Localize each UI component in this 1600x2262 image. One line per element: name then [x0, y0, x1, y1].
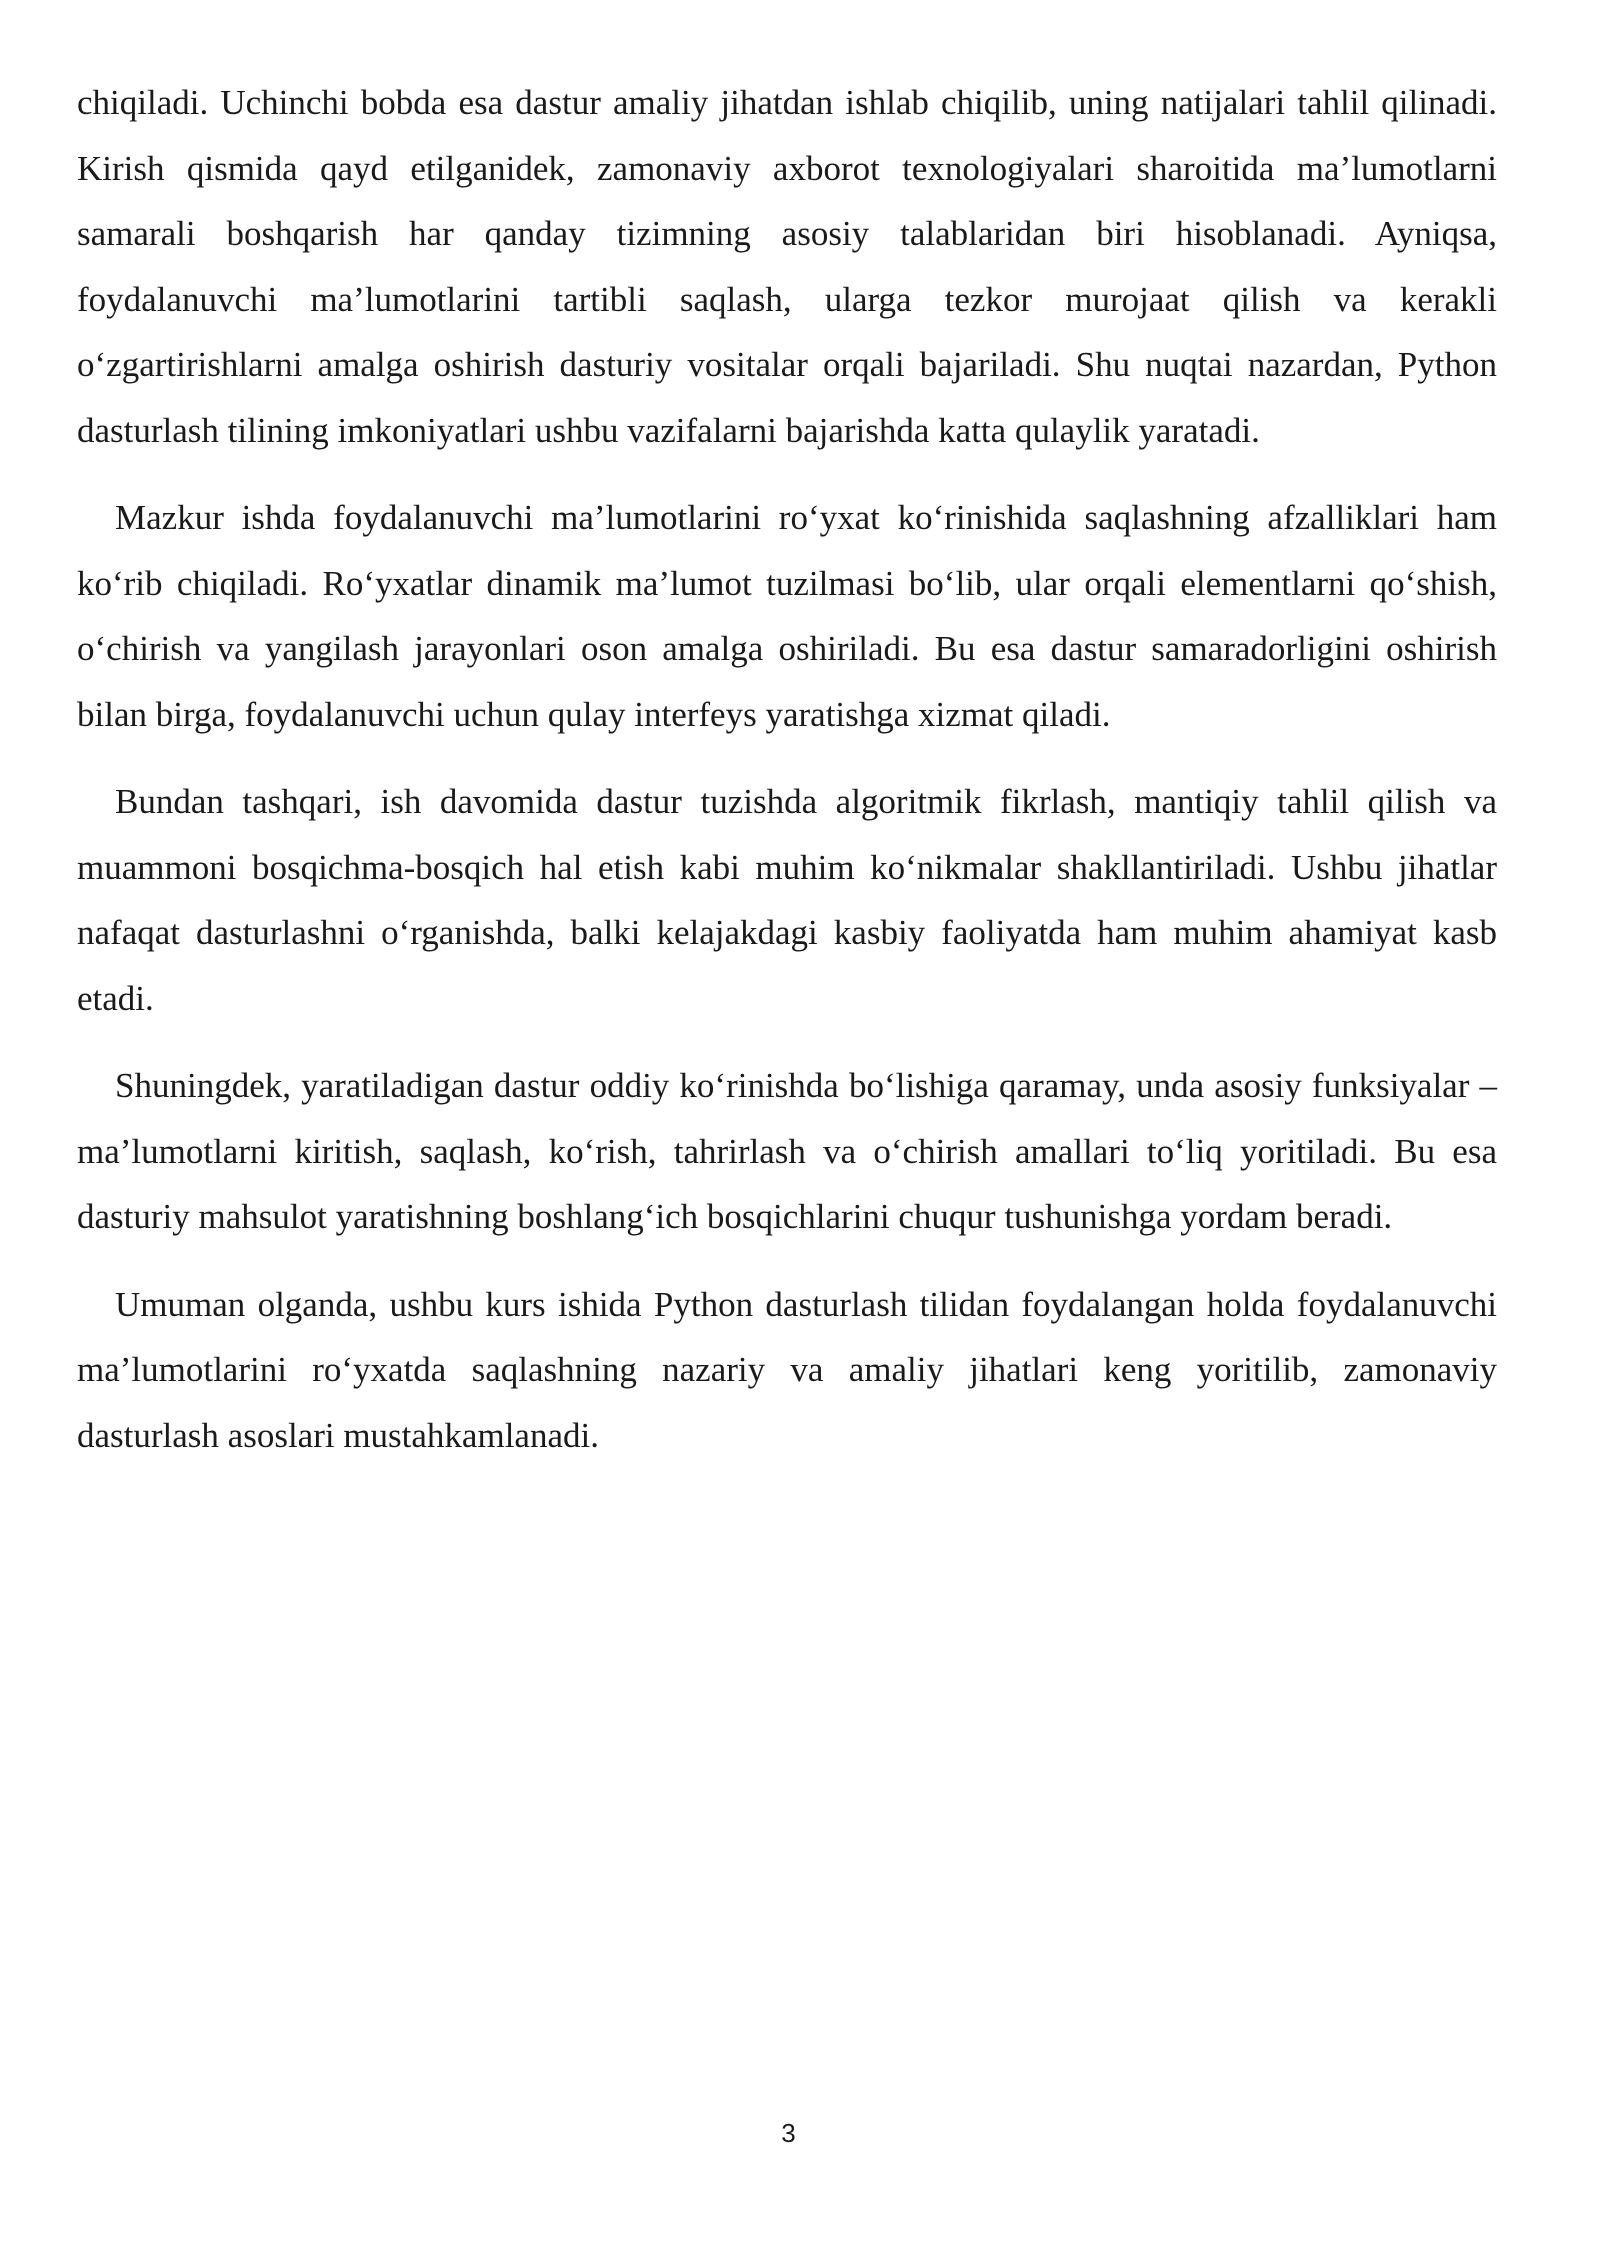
paragraph-1: chiqiladi. Uchinchi bobda esa dastur amaliy jihatdan ishlab chiqilib, uning natijalari tahlil qilinadi. Kirish qismida qayd etilganidek, zamonaviy axborot texnologiyalari sharoitida ma’lumotlarni samarali boshqarish har qanday tizimning asosiy talablaridan biri hisoblanadi. Ayniqsa, foydalanuvchi ma’lumotlarini tartibli saqlash, ularga tezkor murojaat qilish va kerakli o‘zgartirishlarni amalga oshirish dasturiy vositalar orqali bajariladi. Shu nuqtai nazardan, Python dasturlash tilining imkoniyatlari ushbu vazifalarni bajarishda katta qulaylik yaratadi.	[77, 83, 1497, 450]
page-number: 3	[781, 2118, 796, 2148]
body-text	[77, 70, 1497, 1490]
paragraph-4: Shuningdek, yaratiladigan dastur oddiy ko‘rinishda bo‘lishiga qaramay, unda asosiy funksiyalar – ma’lumotlarni kiritish, saqlash, ko‘rish, tahrirlash va o‘chirish amallari to‘liq yoritiladi. Bu esa dasturiy mahsulot yaratishning boshlang‘ich bosqichlarini chuqur tushunishga yordam beradi.	[77, 1066, 1497, 1236]
paragraph-3: Bundan tashqari, ish davomida dastur tuzishda algoritmik fikrlash, mantiqiy tahlil qilish va muammoni bosqichma-bosqich hal etish kabi muhim ko‘nikmalar shakllantiriladi. Ushbu jihatlar nafaqat dasturlashni o‘rganishda, balki kelajakdagi kasbiy faoliyatda ham muhim ahamiyat kasb etadi.	[77, 782, 1497, 1018]
paragraph-2: Mazkur ishda foydalanuvchi ma’lumotlarini ro‘yxat ko‘rinishida saqlashning afzalliklari ham ko‘rib chiqiladi. Ro‘yxatlar dinamik ma’lumot tuzilmasi bo‘lib, ular orqali elementlarni qo‘shish, o‘chirish va yangilash jarayonlari oson amalga oshiriladi. Bu esa dastur samaradorligini oshirish bilan birga, foydalanuvchi uchun qulay interfeys yaratishga xizmat qiladi.	[77, 498, 1497, 734]
paragraph-5: Umuman olganda, ushbu kurs ishida Python dasturlash tilidan foydalangan holda foydalanuvchi ma’lumotlarini ro‘yxatda saqlashning nazariy va amaliy jihatlari keng yoritilib, zamonaviy dasturlash asoslari mustahkamlanadi.	[77, 1284, 1497, 1455]
